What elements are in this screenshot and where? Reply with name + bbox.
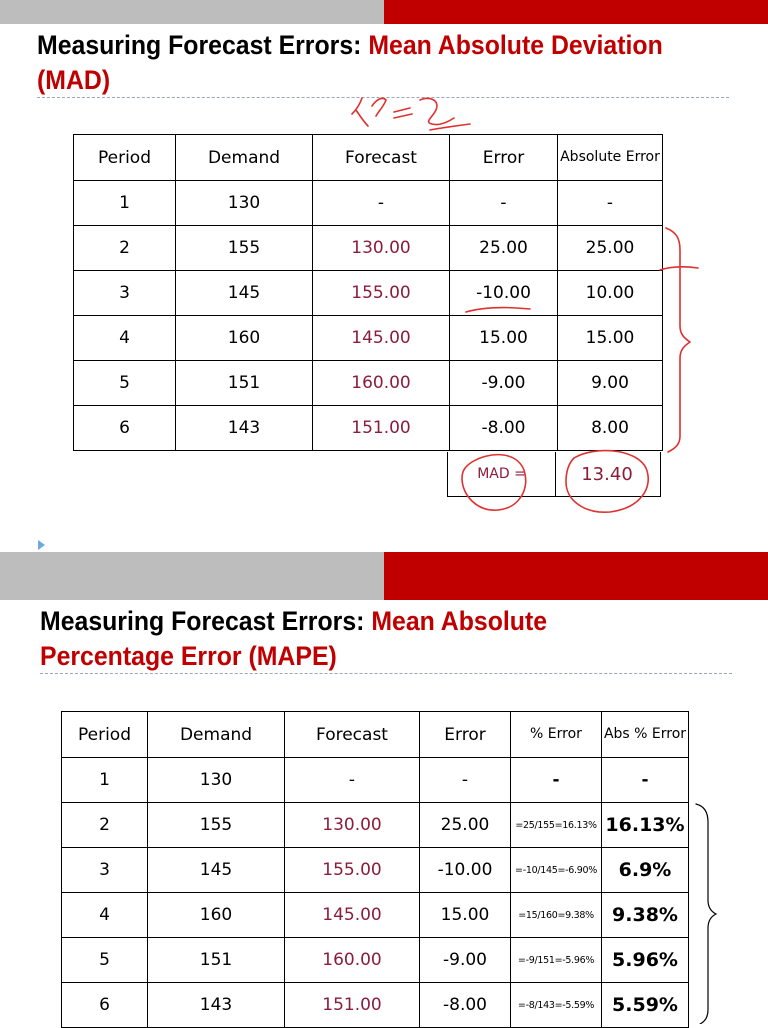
table-row	[62, 983, 689, 1028]
period-cell: 2	[74, 226, 176, 271]
table-row	[62, 758, 689, 803]
table-row	[74, 226, 663, 271]
slide-gap	[0, 535, 768, 552]
title-accent: Mean Absolute Deviation (MAD)	[37, 30, 663, 95]
column-header: Absolute Error	[558, 135, 663, 181]
title-divider	[40, 673, 732, 674]
abs-pct-error-cell: 5.96%	[602, 938, 689, 983]
ink-tick-mark	[660, 267, 698, 270]
error-cell: -8.00	[420, 983, 511, 1028]
table-row	[74, 181, 663, 226]
period-cell: 5	[62, 938, 148, 983]
demand-cell: 130	[176, 181, 313, 226]
column-header: Period	[74, 135, 176, 181]
period-cell: 4	[74, 316, 176, 361]
header-bar-red	[384, 0, 768, 24]
title-accent: Mean Absolute Percentage Error (MAPE)	[40, 606, 548, 671]
error-cell: 25.00	[450, 226, 558, 271]
forecast-cell: 160.00	[313, 361, 450, 406]
period-cell: 1	[62, 758, 148, 803]
period-cell: 2	[62, 803, 148, 848]
forecast-cell: 155.00	[285, 848, 420, 893]
forecast-cell: -	[313, 181, 450, 226]
forecast-cell: 130.00	[313, 226, 450, 271]
demand-cell: 151	[176, 361, 313, 406]
abs-error-cell: 8.00	[558, 406, 663, 451]
abs-error-cell: -	[558, 181, 663, 226]
pct-error-cell: -	[511, 758, 602, 803]
header-bar-grey	[0, 0, 384, 24]
error-cell: 15.00	[420, 893, 511, 938]
mad-label: MAD =	[447, 452, 556, 497]
period-cell: 1	[74, 181, 176, 226]
title-prefix: Measuring Forecast Errors:	[40, 606, 372, 636]
play-arrow-icon	[38, 540, 45, 550]
table-row	[74, 271, 663, 316]
abs-error-cell: 15.00	[558, 316, 663, 361]
period-cell: 5	[74, 361, 176, 406]
header-bar	[0, 552, 768, 600]
title-prefix: Measuring Forecast Errors:	[37, 30, 369, 60]
demand-cell: 130	[148, 758, 285, 803]
abs-pct-error-cell: -	[602, 758, 689, 803]
demand-cell: 143	[176, 406, 313, 451]
pct-error-cell: =25/155=16.13%	[511, 803, 602, 848]
error-cell: -10.00	[420, 848, 511, 893]
column-header: Abs % Error	[602, 712, 689, 758]
abs-pct-error-cell: 5.59%	[602, 983, 689, 1028]
error-cell: -10.00	[450, 271, 558, 316]
error-cell: -8.00	[450, 406, 558, 451]
period-cell: 3	[74, 271, 176, 316]
period-cell: 6	[62, 983, 148, 1028]
mad-table	[73, 134, 663, 451]
forecast-cell: 145.00	[285, 893, 420, 938]
column-header: Error	[450, 135, 558, 181]
demand-cell: 145	[148, 848, 285, 893]
table-header-row	[74, 135, 663, 181]
table-row	[62, 938, 689, 983]
header-bar	[0, 0, 768, 24]
mape-table	[61, 711, 689, 1028]
mad-result-row	[447, 452, 661, 497]
mad-value: 13.40	[554, 452, 661, 497]
demand-cell: 151	[148, 938, 285, 983]
column-header: Demand	[176, 135, 313, 181]
demand-cell: 155	[176, 226, 313, 271]
error-cell: -9.00	[450, 361, 558, 406]
page-title	[37, 28, 681, 98]
pct-error-cell: =15/160=9.38%	[511, 893, 602, 938]
forecast-cell: 145.00	[313, 316, 450, 361]
abs-pct-error-cell: 6.9%	[602, 848, 689, 893]
forecast-cell: -	[285, 758, 420, 803]
demand-cell: 155	[148, 803, 285, 848]
abs-error-cell: 9.00	[558, 361, 663, 406]
table-row	[74, 361, 663, 406]
demand-cell: 160	[176, 316, 313, 361]
table-row	[62, 893, 689, 938]
abs-pct-error-cell: 9.38%	[602, 893, 689, 938]
demand-cell: 145	[176, 271, 313, 316]
period-cell: 3	[62, 848, 148, 893]
period-cell: 4	[62, 893, 148, 938]
abs-pct-error-cell: 16.13%	[602, 803, 689, 848]
column-header: Forecast	[313, 135, 450, 181]
error-cell: -9.00	[420, 938, 511, 983]
period-cell: 6	[74, 406, 176, 451]
forecast-cell: 160.00	[285, 938, 420, 983]
column-header: Period	[62, 712, 148, 758]
column-header: Error	[420, 712, 511, 758]
table-row	[62, 848, 689, 893]
pct-error-cell: =-10/145=-6.90%	[511, 848, 602, 893]
table-row	[74, 406, 663, 451]
column-header: % Error	[511, 712, 602, 758]
ink-bracket-mad	[666, 228, 690, 452]
ink-scribble-top	[352, 98, 470, 130]
header-bar-red	[384, 552, 768, 600]
forecast-cell: 155.00	[313, 271, 450, 316]
table-row	[74, 316, 663, 361]
title-divider	[37, 97, 729, 98]
error-cell: 25.00	[420, 803, 511, 848]
header-bar-grey	[0, 552, 384, 600]
forecast-cell: 151.00	[285, 983, 420, 1028]
abs-error-cell: 10.00	[558, 271, 663, 316]
pct-error-cell: =-8/143=-5.59%	[511, 983, 602, 1028]
column-header: Forecast	[285, 712, 420, 758]
error-cell: -	[420, 758, 511, 803]
table-row	[62, 803, 689, 848]
table-header-row	[62, 712, 689, 758]
error-cell: 15.00	[450, 316, 558, 361]
forecast-cell: 151.00	[313, 406, 450, 451]
error-cell: -	[450, 181, 558, 226]
column-header: Demand	[148, 712, 285, 758]
page-title	[40, 604, 684, 674]
demand-cell: 143	[148, 983, 285, 1028]
forecast-cell: 130.00	[285, 803, 420, 848]
pct-error-cell: =-9/151=-5.96%	[511, 938, 602, 983]
demand-cell: 160	[148, 893, 285, 938]
abs-error-cell: 25.00	[558, 226, 663, 271]
